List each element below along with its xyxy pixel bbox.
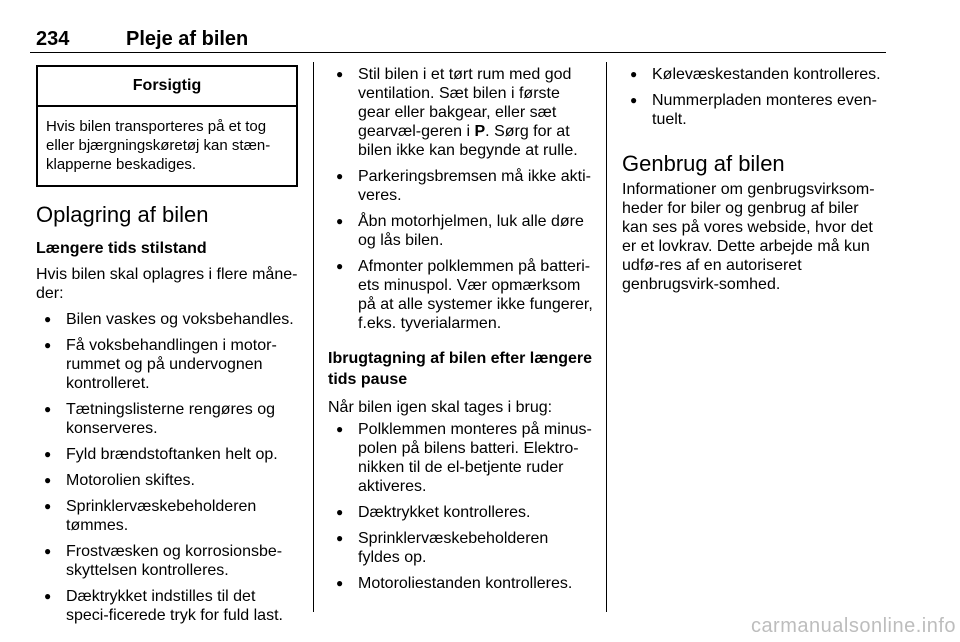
list-item: ● Dæktrykket kontrolleres. <box>328 503 594 522</box>
column-divider <box>313 62 314 612</box>
list-item: ● Fyld brændstoftanken helt op. <box>36 445 300 464</box>
restart-intro: Når bilen igen skal tages i brug: <box>328 399 553 416</box>
subheading-long-term-storage: Længere tids stilstand <box>36 240 207 257</box>
list-item: ● Kølevæskestanden kontrolleres. <box>622 65 888 84</box>
header-rule <box>30 52 886 53</box>
watermark: carmanualsonline.info <box>750 615 956 637</box>
list-item: ● Parkeringsbremsen må ikke akti-veres. <box>328 167 594 205</box>
list-item: ● Åbn motorhjelmen, luk alle døre og lås bilen. <box>328 212 594 250</box>
storage-list-continued <box>328 65 594 333</box>
column-divider <box>606 62 607 612</box>
subheading-restart: Ibrugtagning af bilen efter længere tids pause <box>328 350 593 388</box>
list-item: ● Motoroliestanden kontrolleres. <box>328 574 594 593</box>
caution-box <box>36 65 298 187</box>
list-item: ● Afmonter polklemmen på batteri-ets minuspol. Vær opmærksom på at alle systemer ikke fungerer, f.eks. tyverialarmen. <box>328 257 594 333</box>
list-item: ● Bilen vaskes og voksbehandles. <box>36 310 300 329</box>
list-item: ● Sprinklervæskebeholderen tømmes. <box>36 497 300 535</box>
list-item: ● Få voksbehandlingen i motor-rummet og på undervognen kontrolleret. <box>36 336 300 393</box>
section-heading-recycling: Genbrug af bilen <box>622 151 785 176</box>
list-item: ● Nummerpladen monteres even-tuelt. <box>622 91 888 129</box>
list-item: ● Tætningslisterne rengøres og konserveres. <box>36 400 300 438</box>
storage-intro: Hvis bilen skal oplagres i flere måne-der: <box>36 266 298 302</box>
page-number: 234 <box>36 28 70 50</box>
column-3 <box>622 62 888 294</box>
list-item: ● Motorolien skiftes. <box>36 471 300 490</box>
list-item: ● Polklemmen monteres på minus-polen på bilens batteri. Elektro-nikken til de el-betjente ruder aktiveres. <box>328 420 594 496</box>
list-item: ● Sprinklervæskebeholderen fyldes op. <box>328 529 594 567</box>
list-item: ● Stil bilen i et tørt rum med god ventilation. Sæt bilen i første gear eller bakgear, eller sæt gearvæl-geren i P. Sørg for at bilen ikke kan begynde at rulle. <box>328 65 594 160</box>
section-heading-storage: Oplagring af bilen <box>36 202 209 227</box>
caution-title: Forsigtig <box>38 67 296 107</box>
caution-text: Hvis bilen transporteres på et tog eller bjærgningskøretøj kan stæn-klapperne beskadiges. <box>46 118 271 173</box>
recycling-text: Informationer om genbrugsvirksom-heder for biler og genbrug af biler kan ses på vores webside, hvor det er et lovkrav. Dette arbejde må kun udfø-res af en autoriseret genbrugsvirk-somhed. <box>622 181 875 293</box>
chapter-title: Pleje af bilen <box>126 28 249 50</box>
restart-list <box>328 420 594 593</box>
storage-list <box>36 310 300 625</box>
page-header <box>30 26 886 50</box>
column-1 <box>36 62 300 625</box>
column-2 <box>328 62 594 593</box>
list-item: ● Dæktrykket indstilles til det speci-ficerede tryk for fuld last. <box>36 587 300 625</box>
list-item: ● Frostvæsken og korrosionsbe-skyttelsen kontrolleres. <box>36 542 300 580</box>
restart-list-continued <box>622 65 888 129</box>
